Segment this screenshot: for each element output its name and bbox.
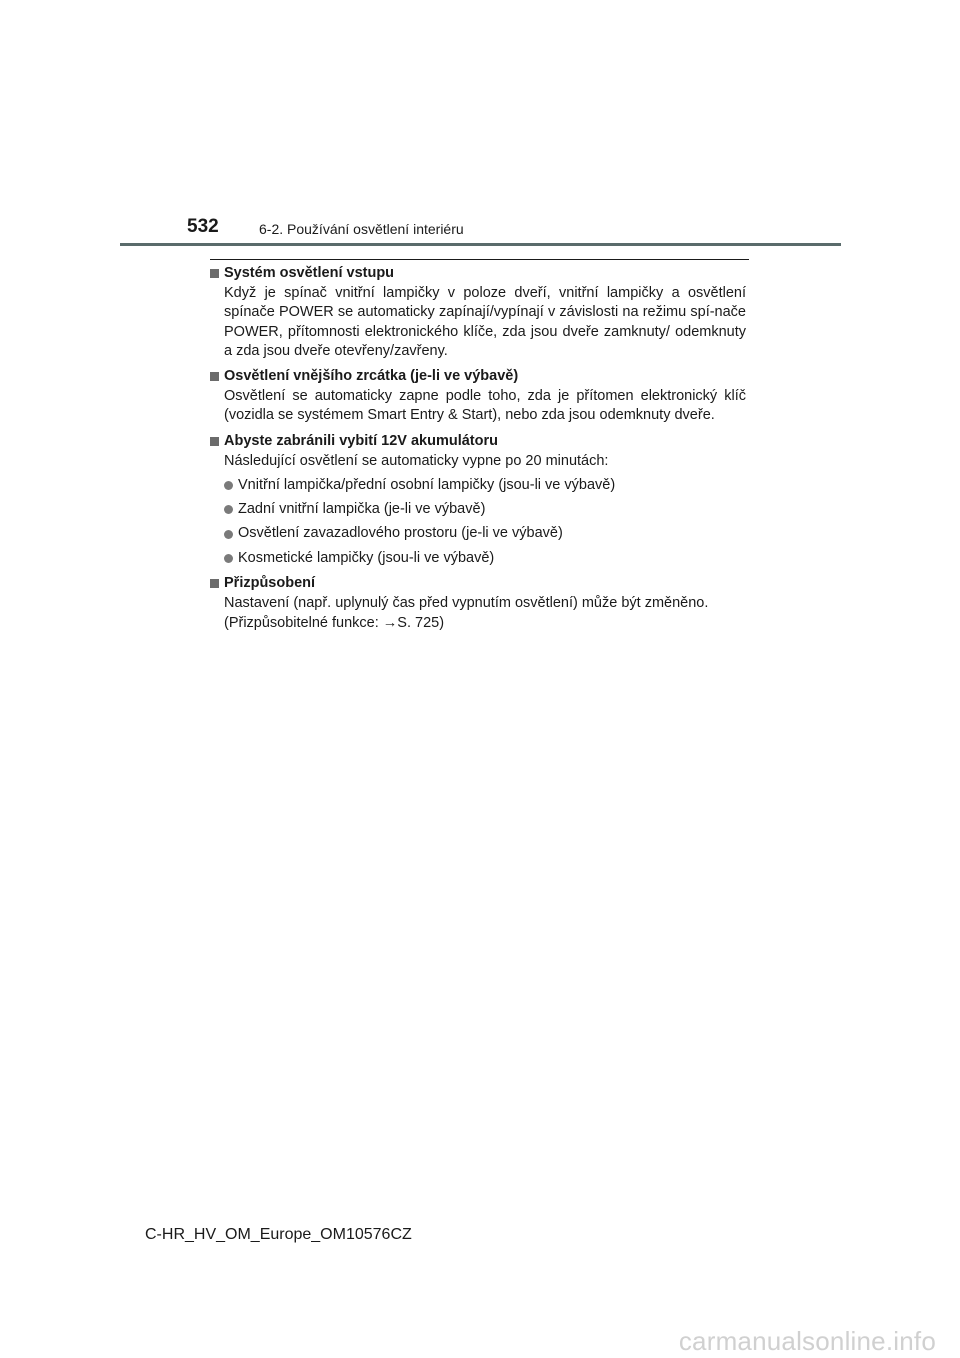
item-title: Systém osvětlení vstupu [224,265,395,281]
list-item [210,476,746,495]
info-item-entry-lighting [210,264,746,361]
bullet-list [210,476,746,568]
page-reference-link[interactable]: (Přizpůsobitelné funkce: →S. 725) [224,615,445,632]
section-title: 6-2. Používání osvětlení interiéru [259,221,464,237]
square-bullet-icon [210,269,219,278]
item-text: Následující osvětlení se automaticky vypne po 20 minutách: [224,452,609,469]
info-item-customization [210,574,746,634]
item-text: Když je spínač vnitřní lampičky v poloze dveří, vnitřní lampičky a osvětlení spínače POWER se automaticky zapínají/vypínají v závislosti na režimu spí-nače POWER, přítomnosti elektronického klíče, zda jsou dveře zamknuty/ odemknuty a zda jsou dveře otevřeny/zavřeny. [224,285,746,359]
watermark: carmanualsonline.info [678,1326,936,1356]
info-item-mirror-lighting [210,367,746,426]
circle-bullet-icon [224,530,233,539]
item-title: Abyste zabránili vybití 12V akumulátoru [224,432,498,449]
footer-doc-code: C-HR_HV_OM_Europe_OM10576CZ [145,1226,412,1243]
item-text: Nastavení (např. uplynulý čas před vypnutím osvětlení) může být změněno. [224,595,709,612]
square-bullet-icon [210,579,219,588]
list-item [210,549,746,568]
circle-bullet-icon [224,481,233,490]
circle-bullet-icon [224,505,233,514]
info-item-battery [210,432,746,568]
circle-bullet-icon [224,554,233,563]
list-item-text: Vnitřní lampička/přední osobní lampičky (jsou-li ve výbavě) [238,477,616,494]
content-rule [210,259,749,260]
item-title: Přizpůsobení [224,574,316,591]
list-item [210,500,746,519]
list-item [210,524,746,543]
header-rule [120,243,841,246]
list-item-text: Kosmetické lampičky (jsou-li ve výbavě) [238,549,495,566]
list-item-text: Osvětlení zavazadlového prostoru (je-li ve výbavě) [238,525,563,542]
list-item-text: Zadní vnitřní lampička (je-li ve výbavě) [238,501,486,518]
item-title: Osvětlení vnějšího zrcátka (je-li ve výbavě) [224,368,519,385]
content [210,264,746,633]
square-bullet-icon [210,437,219,446]
square-bullet-icon [210,372,219,381]
page-number: 532 [187,216,219,237]
item-text: Osvětlení se automaticky zapne podle toho, zda je přítomen elektronický klíč (vozidla se systémem Smart Entry & Start), nebo zda jsou odemknuty dveře. [224,388,746,424]
